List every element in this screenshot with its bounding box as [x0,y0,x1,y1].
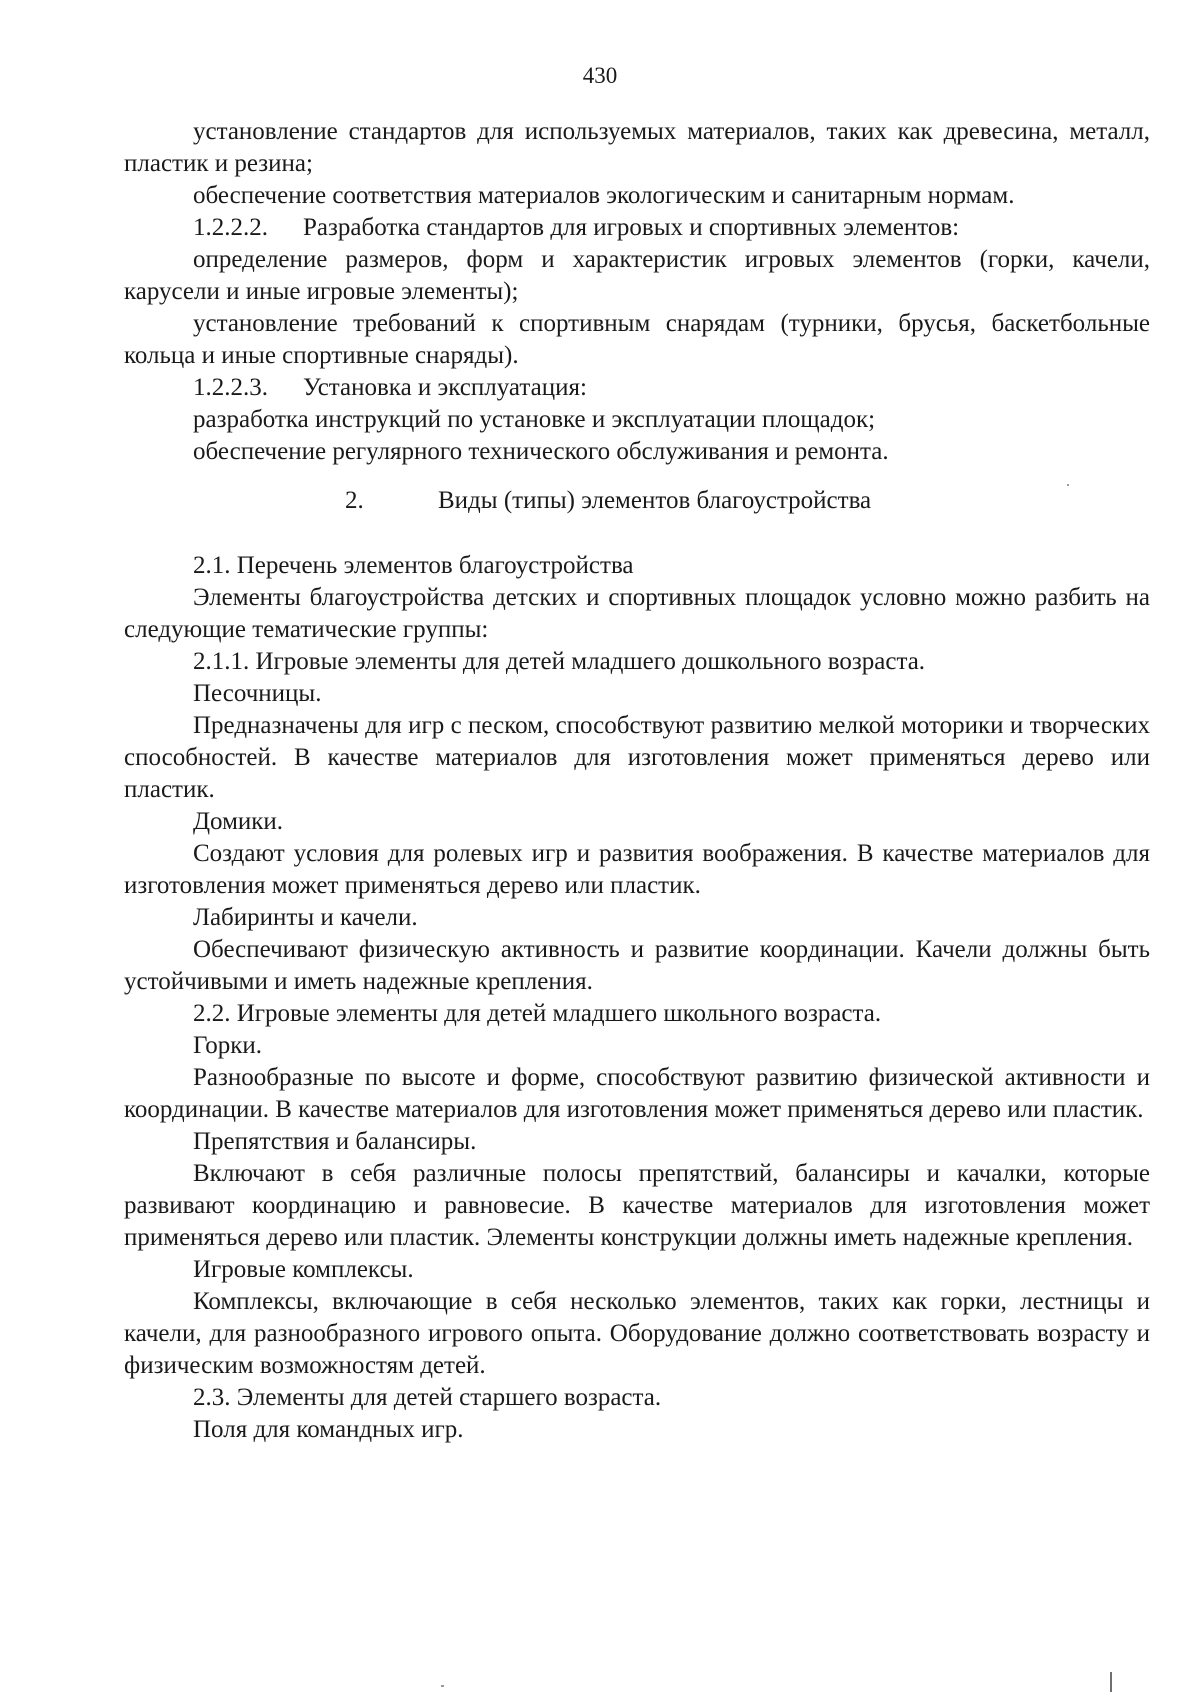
document-body [124,116,1150,1446]
section-number: 2. [345,487,364,514]
section-heading [124,485,1150,517]
subsection-heading [124,212,1150,244]
paragraph: Предназначены для игр с песком, способствуют развитию мелкой моторики и творческих способностей. В качестве материалов для изготовления может применяться дерево или пластик. [124,712,1150,803]
paragraph: Создают условия для ролевых игр и развития воображения. В качестве материалов для изготовления может применяться дерево или пластик. [124,840,1150,899]
page-number: 430 [582,63,618,88]
subsection-title: Разработка стандартов для игровых и спортивных элементов: [303,214,960,241]
list-paragraph: обеспечение соответствия материалов экологическим и санитарным нормам. [193,182,1015,209]
paragraph: Лабиринты и качели. [193,904,418,931]
paragraph: 2.2. Игровые элементы для детей младшего школьного возраста. [193,1000,882,1027]
list-paragraph: установление стандартов для используемых материалов, таких как древесина, металл, пластик и резина; [124,118,1150,177]
paragraph: Поля для командных игр. [193,1416,464,1443]
requirements-list [124,116,1150,468]
paragraph: Обеспечивают физическую активность и развитие координации. Качели должны быть устойчивыми и иметь надежные крепления. [124,936,1150,995]
subsection-number: 1.2.2.3. [193,374,268,401]
list-paragraph: разработка инструкций по установке и эксплуатации площадок; [193,406,876,433]
paragraph: Элементы благоустройства детских и спортивных площадок условно можно разбить на следующие тематические группы: [124,584,1150,643]
paragraph: Игровые комплексы. [193,1256,414,1283]
paragraph: Комплексы, включающие в себя несколько элементов, таких как горки, лестницы и качели, для разнообразного игрового опыта. Оборудование должно соответствовать возрасту и физическим возможностям детей. [124,1288,1150,1379]
list-paragraph: установление требований к спортивным снарядам (турники, брусья, баскетбольные кольца и иные спортивные снаряды). [124,310,1150,369]
subsection-number: 1.2.2.2. [193,214,268,241]
paragraph: Песочницы. [193,680,322,707]
paragraph: Препятствия и балансиры. [193,1128,477,1155]
list-paragraph: определение размеров, форм и характеристик игровых элементов (горки, качели, карусели и иные игровые элементы); [124,246,1150,305]
paragraph: 2.3. Элементы для детей старшего возраста. [193,1384,662,1411]
scan-artifact [1110,1672,1112,1692]
scan-artifact [1067,484,1069,486]
paragraph: 2.1.1. Игровые элементы для детей младшего дошкольного возраста. [193,648,926,675]
subsection-title: Установка и эксплуатация: [303,374,587,401]
paragraph: Домики. [193,808,284,835]
paragraph: Включают в себя различные полосы препятствий, балансиры и качалки, которые развивают координацию и равновесие. В качестве материалов для изготовления может применяться дерево или пластик. Элементы конструкции должны иметь надежные крепления. [124,1160,1150,1251]
section-title: Виды (типы) элементов благоустройства [438,487,872,514]
paragraph: 2.1. Перечень элементов благоустройства [193,552,634,579]
list-paragraph: обеспечение регулярного технического обслуживания и ремонта. [193,438,889,465]
scan-artifact [441,1685,444,1687]
subsection-heading [124,372,1150,404]
paragraph: Горки. [193,1032,263,1059]
elements-list [124,550,1150,1446]
paragraph: Разнообразные по высоте и форме, способствуют развитию физической активности и координации. В качестве материалов для изготовления может применяться дерево или пластик. [124,1064,1150,1123]
